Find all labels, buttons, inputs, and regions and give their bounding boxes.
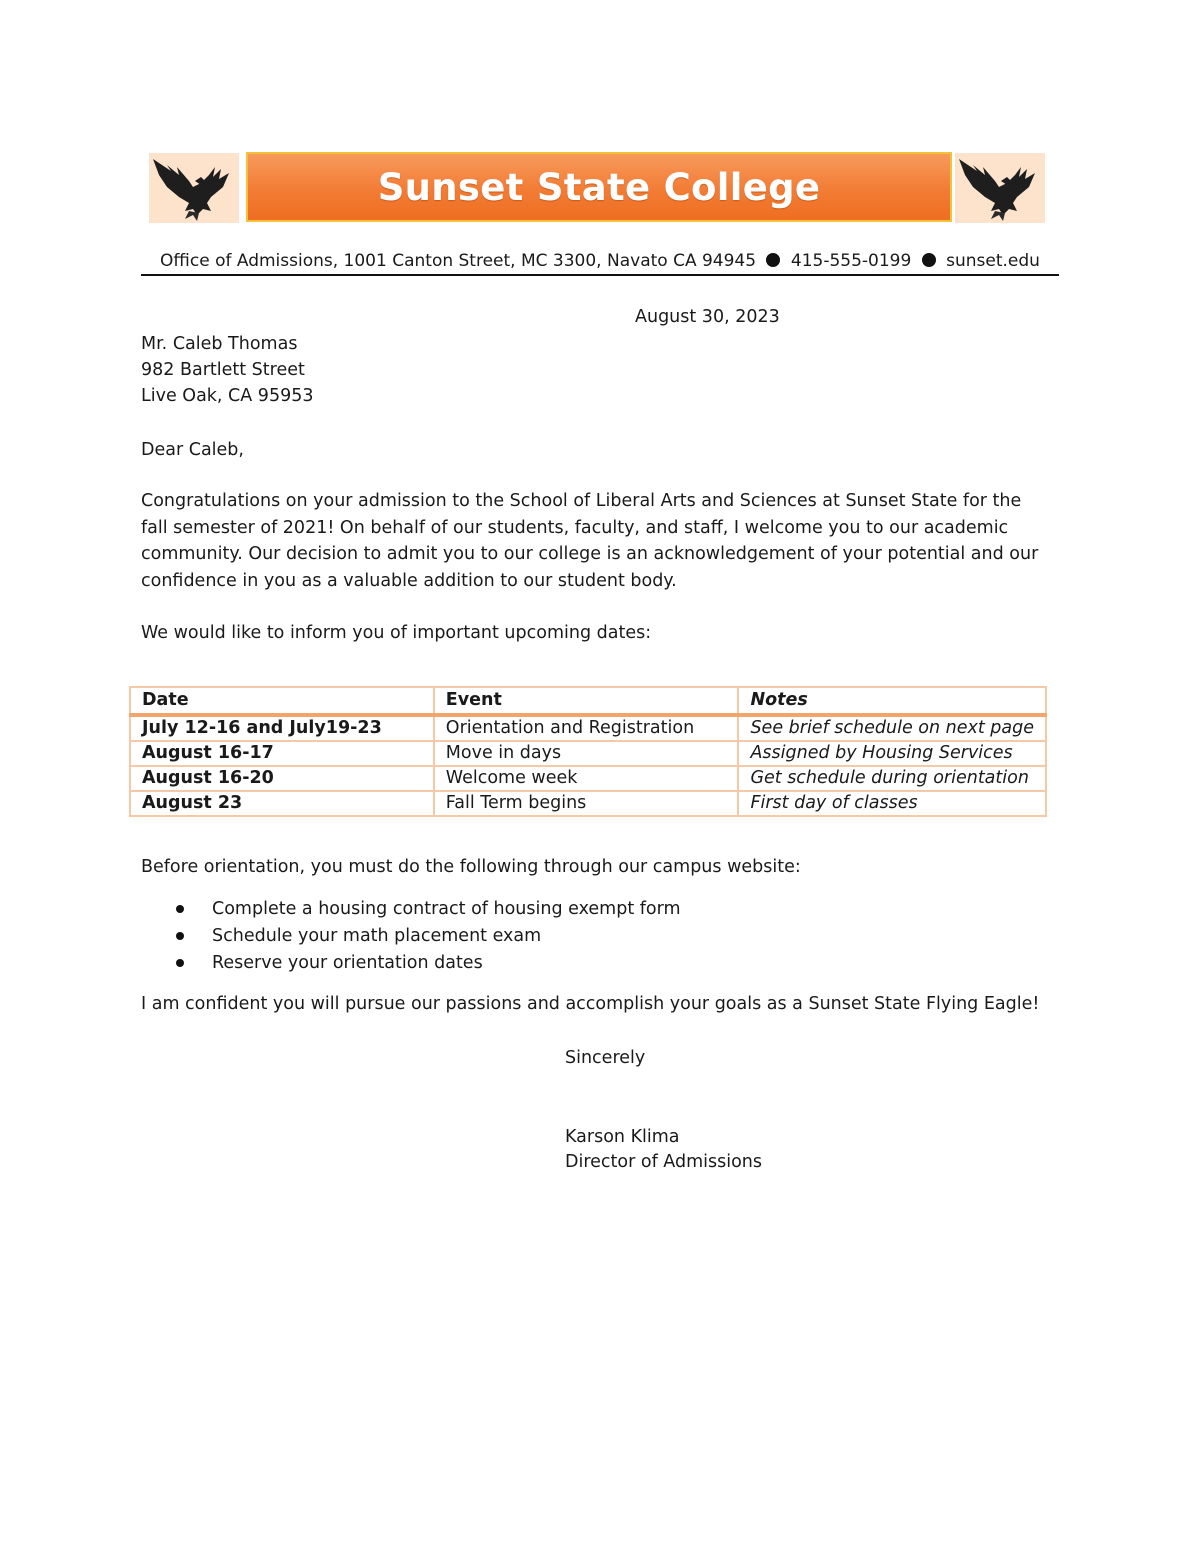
college-banner <box>246 152 952 222</box>
important-dates-table <box>129 686 1047 817</box>
college-name: Sunset State College <box>377 165 821 209</box>
table-cell-notes: Get schedule during orientation <box>738 766 1046 791</box>
table-cell-date: August 16-20 <box>130 766 434 791</box>
list-item: Complete a housing contract of housing exempt form <box>212 896 681 923</box>
table-row <box>130 766 1046 791</box>
table-cell-event: Move in days <box>434 741 739 766</box>
table-row <box>130 791 1046 816</box>
table-cell-event: Welcome week <box>434 766 739 791</box>
table-header-date: Date <box>130 687 434 715</box>
office-website: sunset.edu <box>946 251 1040 271</box>
recipient-city: Live Oak, CA 95953 <box>141 386 314 406</box>
table-cell-notes: See brief schedule on next page <box>738 715 1046 741</box>
closing-paragraph: I am confident you will pursue our passions and accomplish your goals as a Sunset State Flying Eagle! <box>141 994 1040 1014</box>
letter-date: August 30, 2023 <box>635 307 780 327</box>
table-cell-date: July 12-16 and July19-23 <box>130 715 434 741</box>
table-cell-notes: Assigned by Housing Services <box>738 741 1046 766</box>
sign-off: Sincerely <box>565 1048 646 1068</box>
table-header-row <box>130 687 1046 715</box>
tasks-intro: Before orientation, you must do the following through our campus website: <box>141 857 801 877</box>
table-header-event: Event <box>434 687 739 715</box>
table-cell-event: Fall Term begins <box>434 791 739 816</box>
list-item: Reserve your orientation dates <box>212 950 681 977</box>
eagle-icon <box>149 153 239 223</box>
table-cell-date: August 23 <box>130 791 434 816</box>
letterhead-address-line <box>141 249 1059 276</box>
list-item: Schedule your math placement exam <box>212 923 681 950</box>
table-cell-notes: First day of classes <box>738 791 1046 816</box>
body-paragraph: Congratulations on your admission to the School of Liberal Arts and Sciences at Sunset State for the fall semester of 2021! On behalf of our students, faculty, and staff, I welcome you to our academic community. Our decision to admit you to our college is an acknowledgement of your potential and our confidence in you as a valuable addition to our student body. <box>141 491 1039 591</box>
bullet-separator-icon <box>922 253 936 267</box>
table-cell-date: August 16-17 <box>130 741 434 766</box>
signer-name: Karson Klima <box>565 1127 680 1147</box>
table-header-notes: Notes <box>738 687 1046 715</box>
dates-intro: We would like to inform you of important upcoming dates: <box>141 623 652 643</box>
recipient-name: Mr. Caleb Thomas <box>141 334 298 354</box>
bullet-separator-icon <box>766 253 780 267</box>
table-cell-event: Orientation and Registration <box>434 715 739 741</box>
signer-title: Director of Admissions <box>565 1152 762 1172</box>
table-row <box>130 715 1046 741</box>
office-address: Office of Admissions, 1001 Canton Street, MC 3300, Navato CA 94945 <box>160 251 757 271</box>
salutation: Dear Caleb, <box>141 440 244 460</box>
task-list <box>141 896 681 977</box>
eagle-icon <box>955 153 1045 223</box>
recipient-street: 982 Bartlett Street <box>141 360 305 380</box>
table-row <box>130 741 1046 766</box>
office-phone: 415-555-0199 <box>790 251 912 271</box>
